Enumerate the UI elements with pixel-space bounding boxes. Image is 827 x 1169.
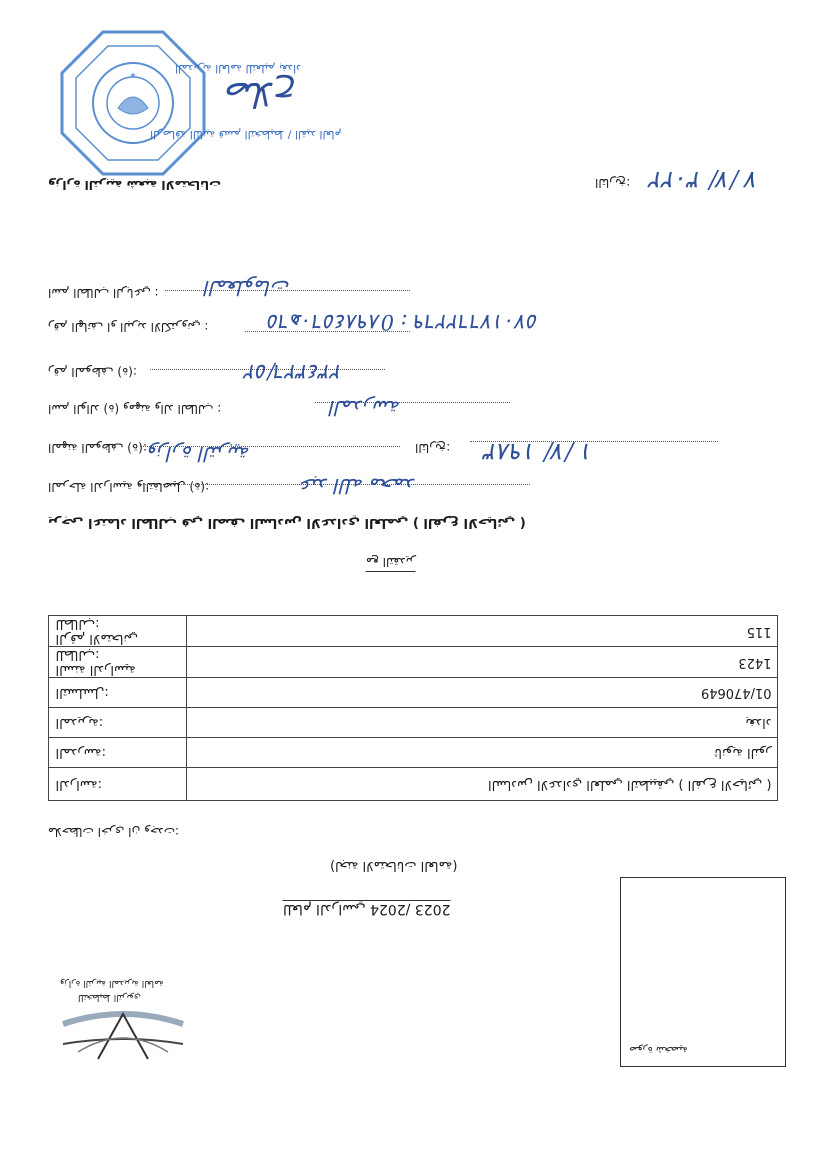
field-student-name-label: ﺍﺳﻢ ﺍﻟﻄﺎﻟﺐ ﺍﻟﺮﺑﺎﻋﻲ : [48,286,159,300]
notes-label: ﻣﻼﺣﻈﺎﺕ ﺍﺧﺮﻯ ﺍﻥ ﻭﺟﺪﺕ: [48,825,180,839]
field-parent-value[interactable]: ﺍﻟﻤﺪﺭﺳﺔ [330,396,401,420]
date-value: ٣٠٢٢ /٧/ ٧ [650,166,759,194]
exam-committee-title: (ﻟﺠﻨﺔ ﺍﻻﻣﺘﺤﺎﻧﺎﺕ ﺍﻟﻌﺎﻣﺔ) [330,858,458,873]
table-value: ﺑﻐﺪﺍﺩ [187,708,778,738]
field-phone-value[interactable]: ٥٧٠١٧٦٦٢٢٦٩ : 0٦٥ﻫ٨٩٨٤٥٦٠ [268,310,539,334]
signature: ﺻﻼﺡ [226,74,298,114]
field-phone-label: ﺭﻗﻢ ﺍﻟﻬﺎﺗﻒ ﺍﻭ ﺍﻟﺒﺮﻳﺪ ﺍﻻﻟﻜﺘﺮﻭﻧﻲ : [48,320,209,334]
field-date-value[interactable]: ١٩٨٣ /٧/ ١ [485,438,594,466]
division-line: ﺍﻟﺮﺻﺎﻓﺔ ﺍﻟﺜﺎﻧﻴﺔ ﻗﺴﻢ ﺍﻟﺘﺨﻄﻴﻂ / ﺍﻟﻘﻴﺪ ﺍﻟﻌﺎﻡ [150,128,342,141]
svg-text:★: ★ [129,71,137,80]
table-key: ﺍﻟﺪﺭﺍﺳﺔ: [49,768,187,801]
ministry-logo-text-1: ﻭﺯﺍﺭﺓ ﺍﻟﺘﺮﺑﻴﺔ ﺍﻟﻤﺪﻳﺮﻳﺔ ﺍﻟﻌﺎﻣﺔ [60,978,164,988]
official-stamp [58,28,208,178]
field-date-label: ﺍﻟﺘﺎﺭﻳﺦ: [415,441,451,455]
field-student-name-value[interactable]: ﺍﻟﻤﻌﻠﻮﻣﺎﺕ [205,276,291,300]
field-employee-id-value[interactable]: ٢٣٤٣٢٦/٥٢ [245,360,343,384]
date-label: ﺍﻟﺘﺎﺭﻳﺦ: [595,176,631,190]
table-row [49,708,778,738]
request-statement: ﻳﺮﺟﻰ ﺍﻋﺘﻤﺎﺩ ﺍﻟﻄﺎﻟﺐ ﻓﻲ ﺍﻟﺼﻒ ﺍﻟﺴﺎﺩﺱ ﺍﻻﻋﺪﺍﺩﻱ ﺍﻟﻌﻠﻤﻲ ( ﺍﻟﻔﺮﻉ ﺍﻻﺣﻴﺎﺋﻲ ) [48,515,526,530]
office-line: ﺍﻟﻤﺪﻳﺮﻳﺔ ﺍﻟﻌﺎﻣﺔ ﻟﻠﺘﻌﻠﻴﻢ ﺑﻐﺪﺍﺩ [175,62,301,75]
photo-box [620,877,786,1067]
table-key: ﺍﻟﺮﻗﻢ ﺍﻻﻣﺘﺤﺎﻧﻲ ﻟﻠﻄﺎﻟﺐ: [49,616,187,647]
academic-year-line: ﻟﻠﻌﺎﻡ ﺍﻟﺪﺭﺍﺳﻲ 2024/ 2023 [283,901,451,917]
photo-caption: ﺻﻮﺭﺓ ﺷﺨﺼﻴﺔ [629,1044,688,1055]
ministry-logo [58,1004,188,1064]
student-info-table [48,615,778,801]
table-row [49,768,778,801]
table-row [49,647,778,678]
table-key: ﺍﻟﻤﺪﻳﺮﻳﺔ: [49,708,187,738]
field-stage-value[interactable]: ﻋﺒﺪ ﺍﻟﻠﻪ ﻣﺤﻤﺪ [300,474,416,498]
table-row [49,616,778,647]
table-row [49,738,778,768]
table-key: ﺍﻟﻤﺪﺭﺳﺔ: [49,738,187,768]
heading-right: ﻭﺯﺍﺭﺓ ﺍﻟﺘﺮﺑﻴﺔ ﺷﻌﺒﺔ ﺍﻻﻣﺘﺤﺎﻧﺎﺕ [48,178,222,192]
table-key: ﺍﻟﺴﻨﺔ ﺍﻟﺪﺭﺍﺳﻴﺔ ﻟﻠﻄﺎﻟﺐ: [49,647,187,678]
table-value: 01/470649 [187,678,778,708]
ministry-logo-text-2: ﻟﻠﺘﺨﻄﻴﻂ ﺍﻟﺘﺮﺑﻮﻱ [78,992,141,1002]
table-value: 115 [187,616,778,647]
table-value: 1423 [187,647,778,678]
field-occupation-label: ﺍﻟﻤﻬﻨﺔ ﺍﻟﻤﻮﻇﻒ (ﺓ): [48,441,147,455]
closing-subtitle: ﻣﻊ ﺍﻟﺘﻘﺪﻳﺮ [366,555,416,572]
field-occupation-value[interactable]: ﻭﺯﺍﺭﺓ ﺍﻟﺘﺮﺑﻴﺔ [148,442,251,466]
field-stage-label: ﺍﻟﻤﺮﺣﻠﺔ ﺍﻟﺪﺭﺍﺳﻴﺔ ﻭﺍﻟﺘﻔﺎﺻﻴﻞ (ﺓ): [48,480,210,494]
field-employee-id-label: ﺭﻗﻢ ﺍﻟﻤﻮﻇﻒ (ﺓ): [48,365,137,379]
table-value: ﺍﻟﺴﺎﺩﺱ ﺍﻻﻋﺪﺍﺩﻱ ﺍﻟﻌﻠﻤﻲ ﺍﻟﺘﻄﺒﻴﻘﻲ ( ﺍﻟﻔﺮﻉ ﺍﻻﺣﻴﺎﺋﻲ ) [187,768,778,801]
table-key: ﺍﻟﺘﺴﻠﺴﻞ: [49,678,187,708]
table-value: ﺛﺎﻧﻮﻳﺔ ﺍﻟﻨﻮﺭ [187,738,778,768]
field-parent-label: ﺍﺳﻢ ﺍﻟﻮﺍﻟﺪ (ﺓ) ﻭﻣﻬﻨﺔ ﻭﺍﻟﺪ ﺍﻟﻄﺎﻟﺐ : [48,402,222,416]
table-row [49,678,778,708]
